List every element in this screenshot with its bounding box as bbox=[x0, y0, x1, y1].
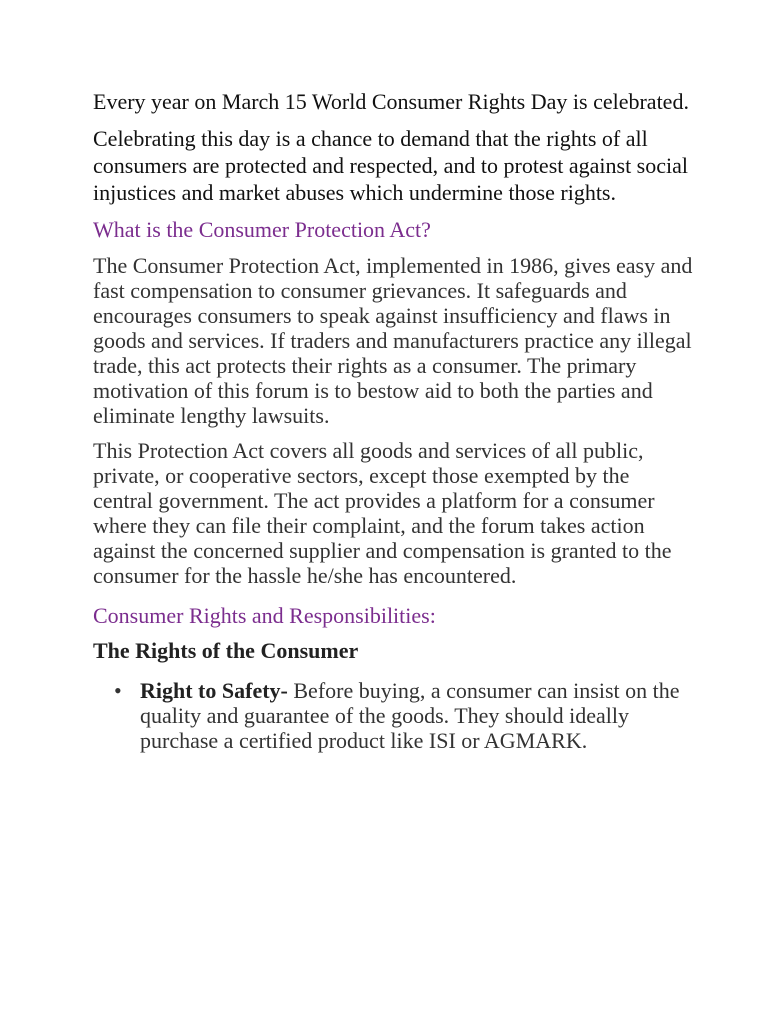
right-title: Right to Safety- bbox=[140, 678, 288, 703]
rights-responsibilities-heading: Consumer Rights and Responsibilities: bbox=[93, 603, 436, 628]
bullet-icon: • bbox=[114, 678, 122, 703]
celebrating-paragraph: Celebrating this day is a chance to demand that the rights of all consumers are protected and respected, and to protest against social injustices and market abuses which undermine those rights. bbox=[93, 126, 688, 205]
list-item bbox=[93, 678, 693, 753]
rights-list bbox=[93, 678, 693, 753]
document-page bbox=[93, 88, 693, 753]
intro-paragraph: Every year on March 15 World Consumer Rights Day is celebrated. bbox=[93, 89, 689, 114]
protection-act-heading: What is the Consumer Protection Act? bbox=[93, 217, 431, 242]
right-description: Before buying, a consumer can insist on the quality and guarantee of the goods. They should ideally purchase a certified product like ISI or AGMARK. bbox=[140, 678, 680, 753]
rights-of-consumer-subheading: The Rights of the Consumer bbox=[93, 638, 359, 663]
protection-act-paragraph-1: The Consumer Protection Act, implemented in 1986, gives easy and fast compensation to consumer grievances. It safeguards and encourages consumers to speak against insufficiency and flaws in goods and services. If traders and manufacturers practice any illegal trade, this act protects their rights as a consumer. The primary motivation of this forum is to bestow aid to both the parties and eliminate lengthy lawsuits. bbox=[93, 253, 693, 428]
protection-act-paragraph-2: This Protection Act covers all goods and services of all public, private, or cooperative sectors, except those exempted by the central government. The act provides a platform for a consumer where they can file their complaint, and the forum takes action against the concerned supplier and compensation is granted to the consumer for the hassle he/she has encountered. bbox=[93, 438, 672, 588]
